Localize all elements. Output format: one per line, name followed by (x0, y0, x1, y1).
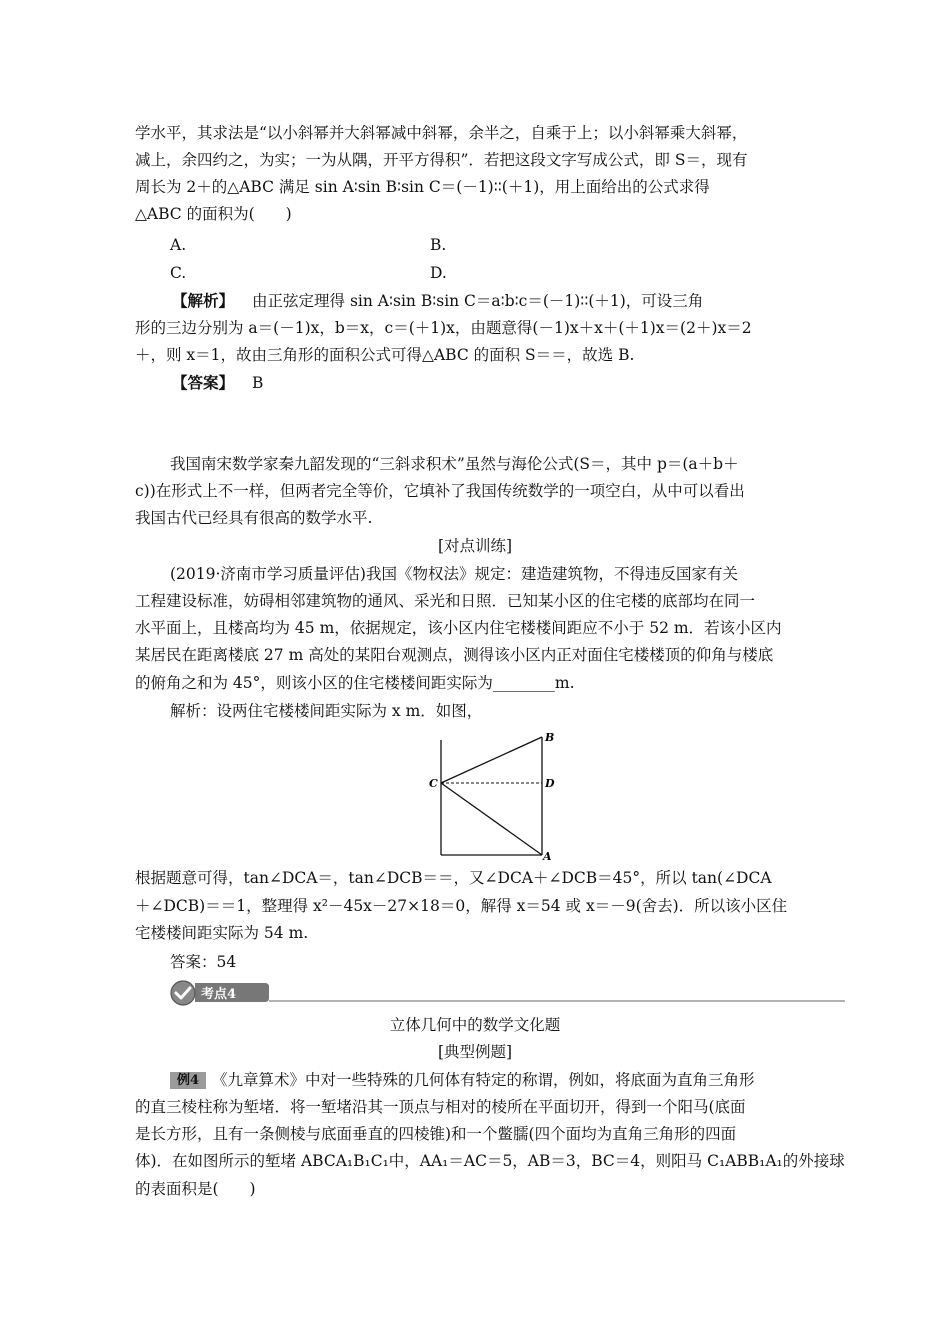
solution-answer: 答案：54 (170, 953, 237, 971)
training-text-line: (2019·济南市学习质量评估)我国《物权法》规定：建造建筑物，不得违反国家有关 (170, 565, 738, 583)
line-ca (441, 783, 542, 855)
example-text-line: 体)．在如图所示的堑堵 ABCA₁B₁C₁中，AA₁＝AC＝5，AB＝3，BC＝4，则阳马 C₁ABB₁A₁的外接球 (135, 1152, 845, 1170)
training-text-line: 某居民在距离楼底 27 m 高处的某阳台观测点，测得该小区内正对面住宅楼楼顶的仰角与楼底 (135, 646, 774, 664)
problem-text-line: 学水平，其求法是“以小斜幂并大斜幂减中斜幂，余半之，自乘于上；以小斜幂乘大斜幂， (135, 124, 748, 142)
solution-text-line: 宅楼楼间距实际为 54 m. (135, 924, 309, 942)
answer-value: B (252, 374, 264, 392)
solution-text-line: 解析：设两住宅楼楼间距实际为 x m．如图， (170, 702, 483, 720)
analysis-text-line: ＋，则 x＝1，故由三角形的面积公式可得△ABC 的面积 S＝＝，故选 B. (135, 346, 635, 364)
label-b: B (545, 731, 555, 744)
answer-label: 【答案】 B (172, 373, 264, 392)
label-a: A (543, 850, 552, 863)
note-text-line: c))在形式上不一样，但两者完全等价，它填补了我国传统数学的一项空白，从中可以看出 (135, 482, 745, 500)
option-b: B. (430, 236, 447, 254)
label-c: C (429, 777, 438, 790)
problem-text-line: 周长为 2＋的△ABC 满足 sin A∶sin B∶sin C＝(－1)∶∶(＋1)，用上面给出的公式求得 (135, 178, 710, 196)
analysis-text-line: 形的三边分别为 a＝(－1)x，b＝x，c＝(＋1)x，由题意得(－1)x＋x＋(＋1)x＝(2＋)x＝2 (135, 319, 752, 337)
analysis-label: 【解析】 由正弦定理得 sin A∶sin B∶sin C＝a∶b∶c＝(－1)∶∶(＋1)，可设三角 (172, 291, 704, 310)
problem-text-line: 减上，余四约之，为实；一为从隅，开平方得积”．若把这段文字写成公式，即 S＝，现有 (135, 151, 748, 169)
option-a: A. (170, 236, 187, 254)
building-figure (420, 728, 560, 863)
example-text-line: 是长方形，且有一条侧棱与底面垂直的四棱锥)和一个鳖臑(四个面均为直角三角形的四面 (135, 1125, 737, 1143)
example-text-line: 的直三棱柱称为堑堵．将一堑堵沿其一顶点与相对的棱所在平面切开，得到一个阳马(底面 (135, 1098, 746, 1116)
training-heading: [对点训练] (437, 537, 513, 555)
section-subheading: [典型例题] (437, 1043, 513, 1061)
option-c: C. (170, 264, 187, 282)
line-cb (441, 737, 542, 783)
option-d: D. (430, 264, 447, 282)
training-text-line: 的俯角之和为 45°，则该小区的住宅楼楼间距实际为________m. (135, 674, 575, 692)
kaodian-banner (165, 980, 845, 1008)
label-d: D (545, 777, 555, 790)
analysis-text-line: 由正弦定理得 sin A∶sin B∶sin C＝a∶b∶c＝(－1)∶∶(＋1)，可设三角 (252, 292, 704, 310)
example-text-line: 的表面积是( ) (135, 1180, 256, 1198)
training-text-line: 水平面上，且楼高均为 45 m，依据规定，该小区内住宅楼楼间距应不小于 52 m．若该小区内 (135, 619, 782, 637)
section-title: 立体几何中的数学文化题 (389, 1016, 561, 1034)
solution-text-line: ＋∠DCB)＝＝1，整理得 x²－45x－27×18＝0，解得 x＝54 或 x＝－9(舍去)．所以该小区住 (135, 897, 788, 915)
kaodian-label: 考点4 (201, 987, 237, 1002)
example-badge: 例4 (170, 1072, 206, 1089)
note-text-line: 我国古代已经具有很高的数学水平. (135, 509, 373, 527)
solution-text-line: 根据题意可得，tan∠DCA＝，tan∠DCB＝＝，又∠DCA＋∠DCB＝45°，所以 tan(∠DCA (135, 869, 772, 887)
note-text-line: 我国南宋数学家秦九韶发现的“三斜求积术”虽然与海伦公式(S＝，其中 p＝(a＋b＋ (170, 455, 739, 473)
training-text-line: 工程建设标准，妨碍相邻建筑物的通风、采光和日照．已知某小区的住宅楼的底部均在同一 (135, 592, 756, 610)
example-text-line: 《九章算术》中对一些特殊的几何体有特定的称谓，例如，将底面为直角三角形 (212, 1071, 755, 1089)
problem-text-line: △ABC 的面积为( ) (135, 205, 292, 223)
